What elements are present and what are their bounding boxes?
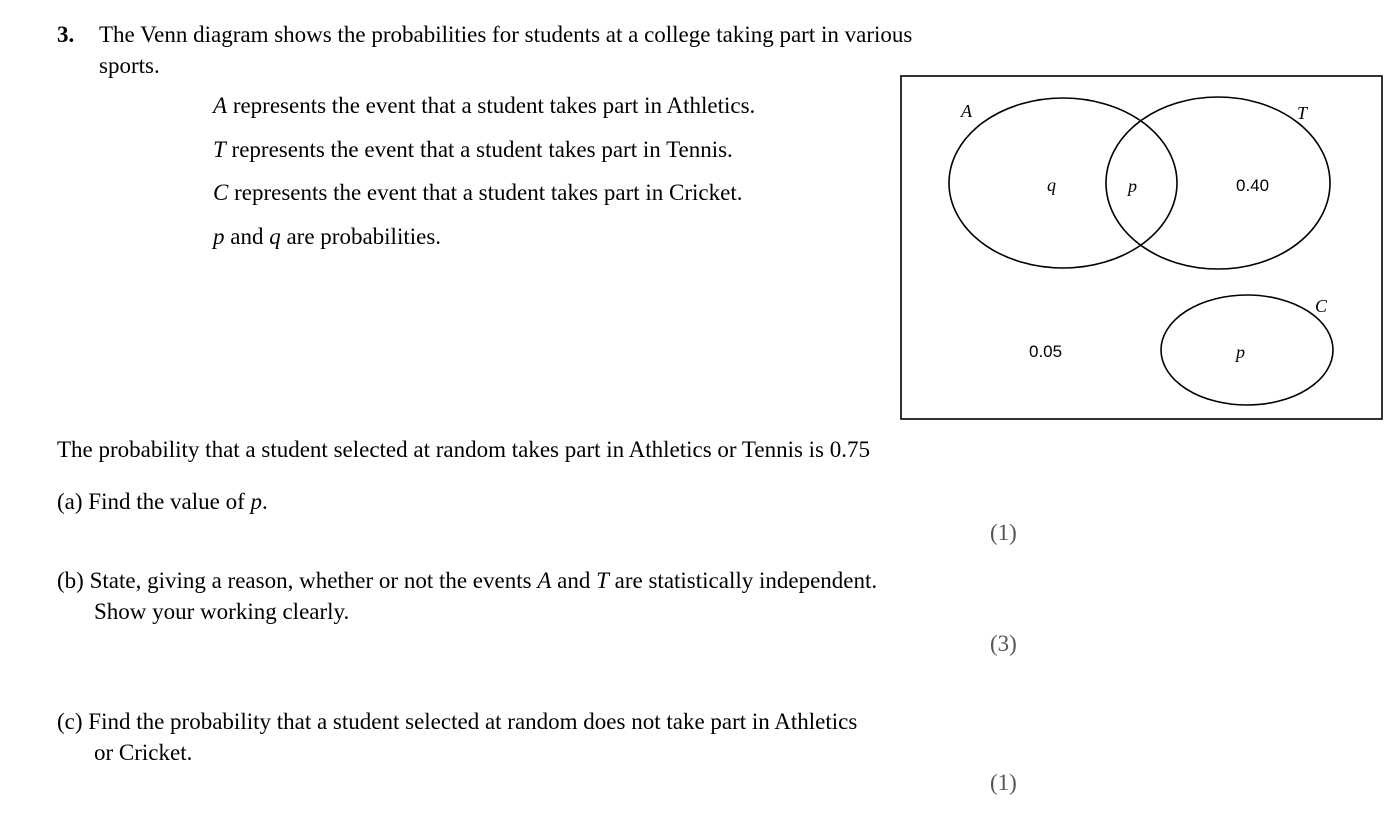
venn-label-c: C bbox=[1315, 296, 1328, 316]
definition-text: represents the event that a student takes part in Athletics. bbox=[227, 93, 756, 118]
variable-p: p bbox=[213, 224, 225, 249]
venn-label-a: A bbox=[961, 101, 972, 121]
venn-region-outside: 0.05 bbox=[1029, 342, 1063, 361]
question-intro-line2: sports. bbox=[99, 53, 160, 78]
definition-text: are probabilities. bbox=[280, 224, 442, 249]
definition-text: represents the event that a student takes part in Cricket. bbox=[228, 180, 743, 205]
connector-text: and bbox=[224, 224, 270, 249]
definition-text: represents the event that a student takes part in Tennis. bbox=[225, 137, 733, 162]
part-a-marks: (1) bbox=[990, 520, 1017, 545]
variable-q: q bbox=[269, 224, 281, 249]
part-b-line1 bbox=[57, 568, 877, 594]
part-a bbox=[57, 489, 268, 515]
part-c-marks: (1) bbox=[990, 770, 1017, 795]
part-label: (b) bbox=[57, 568, 84, 593]
given-statement: The probability that a student selected at random takes part in Athletics or Tennis is 0.75 bbox=[57, 437, 870, 462]
venn-region-a-and-t: p bbox=[1128, 176, 1137, 196]
definition-symbol: T bbox=[213, 137, 226, 162]
connector-text: and bbox=[551, 568, 597, 593]
question-number: 3. bbox=[57, 22, 75, 47]
part-text: are statistically independent. bbox=[608, 568, 878, 593]
variable-t: T bbox=[596, 568, 609, 593]
variable-a: A bbox=[537, 568, 552, 593]
definition-symbol: C bbox=[213, 180, 229, 205]
venn-universal-set-box bbox=[901, 76, 1382, 419]
venn-region-t-only: 0.40 bbox=[1236, 176, 1270, 195]
question-intro-line1: The Venn diagram shows the probabilities for students at a college taking part in various bbox=[99, 22, 913, 47]
part-text: Find the probability that a student selected at random does not take part in Athletics bbox=[82, 709, 858, 734]
part-c-line2: or Cricket. bbox=[94, 740, 193, 765]
part-text: State, giving a reason, whether or not the events bbox=[83, 568, 538, 593]
venn-label-t: T bbox=[1297, 103, 1308, 123]
venn-region-c-only: p bbox=[1236, 342, 1245, 362]
part-label: (a) bbox=[57, 489, 83, 514]
part-label: (c) bbox=[57, 709, 83, 734]
venn-circle-a bbox=[949, 98, 1177, 268]
variable-p: p bbox=[250, 489, 263, 514]
definition-symbol: A bbox=[213, 93, 228, 118]
venn-region-a-only: q bbox=[1047, 175, 1056, 195]
part-text-end: . bbox=[262, 489, 268, 514]
part-b-line2: Show your working clearly. bbox=[94, 599, 350, 624]
venn-circle-c bbox=[1161, 295, 1333, 405]
part-text: Find the value of bbox=[82, 489, 251, 514]
part-b-marks: (3) bbox=[990, 631, 1017, 656]
part-c-line1 bbox=[57, 709, 857, 735]
